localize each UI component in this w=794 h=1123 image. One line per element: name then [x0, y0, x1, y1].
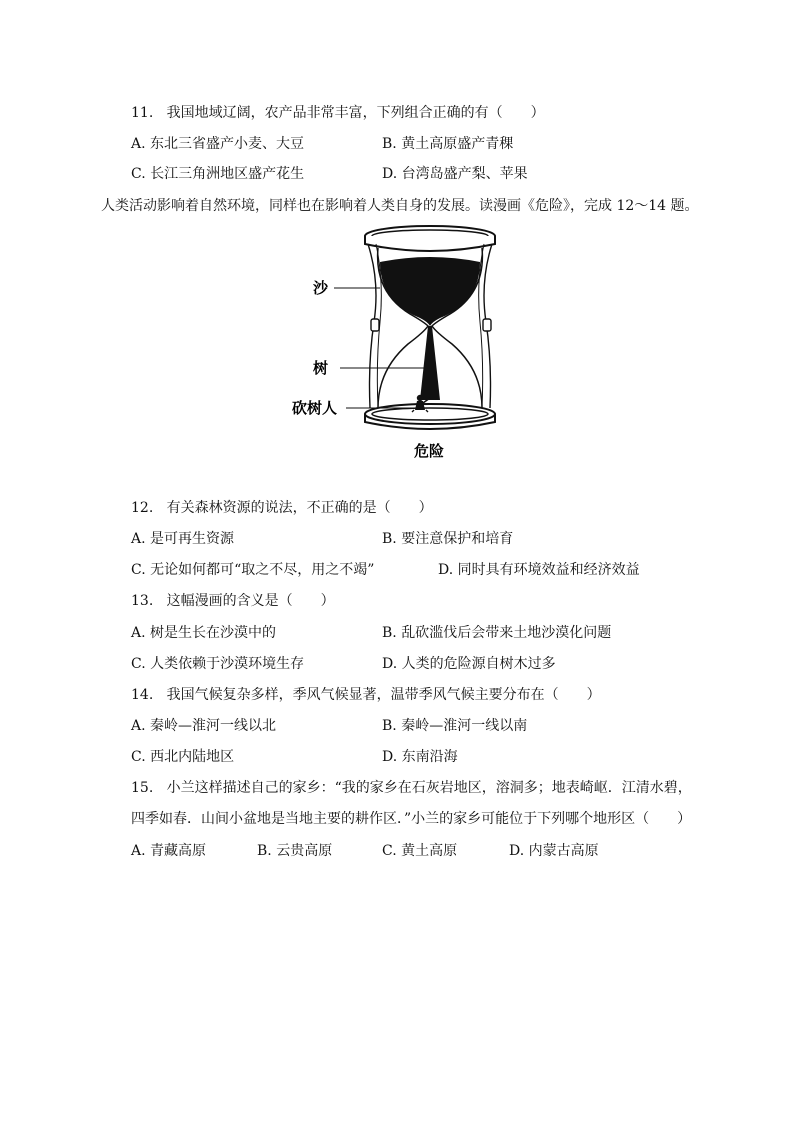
q14-option-b: B. 秦岭—淮河一线以南 — [382, 718, 528, 734]
q15-option-c: C. 黄土高原 — [382, 843, 458, 859]
question-number: 11. — [131, 105, 154, 121]
question-11-stem — [131, 104, 545, 122]
q14-option-d: D. 东南沿海 — [382, 749, 458, 765]
hourglass-illustration — [292, 222, 520, 472]
q13-option-a: A. 树是生长在沙漠中的 — [131, 625, 277, 641]
question-12-stem — [131, 499, 433, 517]
q13-option-d: D. 人类的危险源自树木过多 — [382, 656, 556, 672]
q12-option-a: A. 是可再生资源 — [131, 531, 235, 547]
question-number: 13. — [131, 593, 154, 609]
q13-option-b: B. 乱砍滥伐后会带来土地沙漠化问题 — [382, 625, 612, 641]
question-text: 这幅漫画的含义是（ ） — [166, 593, 335, 609]
question-text: 小兰这样描述自己的家乡：“我的家乡在石灰岩地区，溶洞多；地表崎岖．江清水碧， — [166, 780, 692, 796]
q11-option-a: A. 东北三省盛产小麦、大豆 — [131, 136, 305, 152]
question-15-stem-line-2: 四季如春．山间小盆地是当地主要的耕作区．”小兰的家乡可能位于下列哪个地形区（ ） — [131, 811, 692, 827]
q12-option-d: D. 同时具有环境效益和经济效益 — [438, 562, 640, 578]
question-text: 我国地域辽阔，农产品非常丰富，下列组合正确的有（ ） — [166, 105, 545, 121]
question-text: 我国气候复杂多样，季风气候显著，温带季风气候主要分布在（ ） — [166, 687, 601, 703]
question-text: 有关森林资源的说法，不正确的是（ ） — [166, 500, 433, 516]
q12-option-c: C. 无论如何都可“取之不尽，用之不竭” — [131, 562, 375, 578]
question-number: 14. — [131, 687, 154, 703]
label-tree: 树 — [313, 359, 329, 377]
question-number: 15. — [131, 780, 154, 796]
q13-option-c: C. 人类依赖于沙漠环境生存 — [131, 656, 305, 672]
question-15-stem-line-1 — [131, 779, 692, 797]
q14-option-c: C. 西北内陆地区 — [131, 749, 235, 765]
q11-option-b: B. 黄土高原盛产青稞 — [382, 136, 514, 152]
figure-caption: 危险 — [414, 442, 445, 460]
q11-option-d: D. 台湾岛盛产梨、苹果 — [382, 166, 528, 182]
q12-option-b: B. 要注意保护和培育 — [382, 531, 514, 547]
hourglass-cartoon-figure — [292, 222, 520, 472]
question-14-stem — [131, 686, 601, 704]
q11-option-c: C. 长江三角洲地区盛产花生 — [131, 166, 305, 182]
q15-option-b: B. 云贵高原 — [257, 843, 333, 859]
reading-intro: 人类活动影响着自然环境，同样也在影响着人类自身的发展。读漫画《危险》，完成 12～14 题。 — [101, 198, 699, 214]
question-number: 12. — [131, 500, 154, 516]
label-woodcutter: 砍树人 — [292, 399, 338, 417]
label-sand: 沙 — [313, 279, 329, 297]
q15-option-d: D. 内蒙古高原 — [509, 843, 599, 859]
tree-shape — [420, 326, 440, 400]
question-13-stem — [131, 592, 335, 610]
q15-option-a: A. 青藏高原 — [131, 843, 207, 859]
q14-option-a: A. 秦岭—淮河一线以北 — [131, 718, 277, 734]
